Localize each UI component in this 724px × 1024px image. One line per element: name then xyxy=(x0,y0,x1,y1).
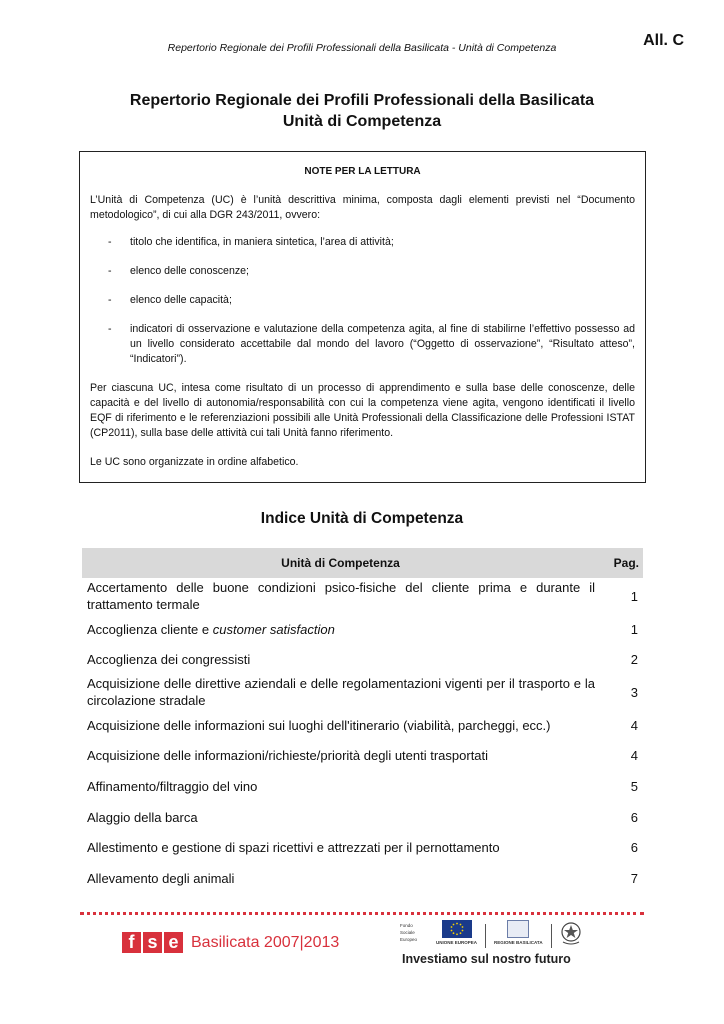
logo-separator xyxy=(551,924,552,948)
bullet-text: indicatori di osservazione e valutazione della competenza agita, al fine di stabilirne l’effettivo possesso ad un livello considerato accettabile dal mondo del lavoro (“Oggetto di osservazione”, “Risultato atteso”, “Indicatori”). xyxy=(130,323,635,365)
notes-paragraph-2: Per ciascuna UC, intesa come risultato di un processo di apprendimento e sulla base delle conoscenze, delle capacità e del livello di autonomia/responsabilità con cui la competenza viene agita, vengono identificati il livello EQF di riferimento e le referenziazioni possibili alle Unità Professionali della Classificazione delle Professioni ISTAT (CP2011), sulla base delle attività cui tali Unità fanno riferimento. xyxy=(90,382,635,439)
footer-dotted-divider xyxy=(80,912,644,915)
document-title-line2: Unità di Competenza xyxy=(282,113,442,130)
region-label: REGIONE BASILICATA xyxy=(494,940,543,945)
row-name: Accertamento delle buone condizioni psico-fisiche del cliente prima e durante il trattamento termale xyxy=(87,580,595,612)
row-page: 4 xyxy=(630,748,638,763)
row-name: Acquisizione delle direttive aziendali e delle regolamentazioni vigenti per il trasporto e la circolazione stradale xyxy=(87,676,595,708)
partner-logos xyxy=(400,920,600,954)
fund-label-line: Fondo xyxy=(400,923,413,928)
bullet-text: elenco delle capacità; xyxy=(130,294,232,306)
row-page: 2 xyxy=(630,651,638,667)
row-name: Accoglienza dei congressisti xyxy=(87,651,251,667)
fund-label-line: Sociale xyxy=(400,930,415,935)
row-name: Alaggio della barca xyxy=(87,809,198,825)
row-name: Acquisizione delle informazioni sui luoghi dell'itinerario (viabilità, parcheggi, ecc.) xyxy=(87,717,551,733)
row-page: 5 xyxy=(630,779,638,794)
row-name: Acquisizione delle informazioni/richieste/priorità degli utenti trasportati xyxy=(87,748,489,763)
notes-bullet-list xyxy=(90,235,635,367)
column-header-name: Unità di Competenza xyxy=(82,548,599,578)
column-header-page: Pag. xyxy=(599,548,643,578)
dash-bullet-icon: - xyxy=(108,236,112,248)
fse-letter: e xyxy=(164,932,183,953)
row-page: 1 xyxy=(630,621,638,637)
row-page: 6 xyxy=(630,809,638,825)
eu-stars-icon xyxy=(448,922,466,936)
table-row xyxy=(82,578,643,614)
row-page: 1 xyxy=(630,588,638,604)
footer-slogan: Investiamo sul nostro futuro xyxy=(402,952,571,966)
index-table xyxy=(82,548,643,894)
row-page: 7 xyxy=(630,871,638,886)
table-row xyxy=(82,740,643,771)
notes-intro: L’Unità di Competenza (UC) è l’unità descrittiva minima, composta dagli elementi previsti nel “Documento metodologico”, di cui alla DGR 243/2011, ovvero: xyxy=(90,194,635,221)
document-title xyxy=(0,90,724,132)
bullet-text: titolo che identifica, in maniera sintetica, l’area di attività; xyxy=(130,236,394,248)
row-page: 6 xyxy=(630,840,638,855)
row-name: Affinamento/filtraggio del vino xyxy=(87,779,258,794)
eu-label: UNIONE EUROPEA xyxy=(436,940,478,945)
dash-bullet-icon: - xyxy=(108,323,112,335)
table-row xyxy=(82,802,643,832)
row-name: Allevamento degli animali xyxy=(87,871,235,886)
fund-label xyxy=(400,920,436,943)
table-row xyxy=(82,674,643,710)
region-logo xyxy=(494,920,543,945)
fse-letter: s xyxy=(143,932,162,953)
dash-bullet-icon: - xyxy=(108,294,112,306)
table-row xyxy=(82,644,643,674)
row-page: 4 xyxy=(630,717,638,733)
table-row xyxy=(82,832,643,863)
table-row xyxy=(82,771,643,802)
dash-bullet-icon: - xyxy=(108,265,112,277)
table-row xyxy=(82,863,643,894)
table-row xyxy=(82,614,643,644)
fse-letter: f xyxy=(122,932,141,953)
bullet-text: elenco delle conoscenze; xyxy=(130,265,249,277)
row-name xyxy=(82,614,599,644)
list-item xyxy=(90,264,635,279)
list-item xyxy=(90,235,635,250)
row-name-text: Accoglienza cliente e xyxy=(87,621,213,637)
list-item xyxy=(90,293,635,308)
row-name: Allestimento e gestione di spazi ricettivi e attrezzati per il pernottamento xyxy=(87,840,500,855)
row-name-italic: customer satisfaction xyxy=(212,621,335,637)
region-crest-icon xyxy=(507,920,529,938)
list-item xyxy=(90,322,635,367)
eu-logo xyxy=(436,920,477,945)
program-label: Basilicata 2007|2013 xyxy=(191,933,340,951)
italian-republic-emblem-icon xyxy=(560,920,582,946)
index-title: Indice Unità di Competenza xyxy=(260,510,464,527)
eu-flag-icon xyxy=(442,920,472,938)
logo-separator xyxy=(485,924,486,948)
document-title-line1: Repertorio Regionale dei Profili Professionali della Basilicata xyxy=(129,92,595,109)
fund-label-line: Europeo xyxy=(400,937,418,942)
row-page: 3 xyxy=(630,684,638,700)
running-header: Repertorio Regionale dei Profili Professionali della Basilicata - Unità di Competenza xyxy=(167,42,557,54)
annex-label: All. C xyxy=(643,32,684,49)
notes-paragraph-3: Le UC sono organizzate in ordine alfabetico. xyxy=(90,456,299,468)
table-row xyxy=(82,710,643,740)
table-header-row xyxy=(82,548,643,578)
notes-heading: NOTE PER LA LETTURA xyxy=(304,166,421,177)
reading-notes-box xyxy=(79,151,646,483)
fse-logo xyxy=(122,932,339,953)
